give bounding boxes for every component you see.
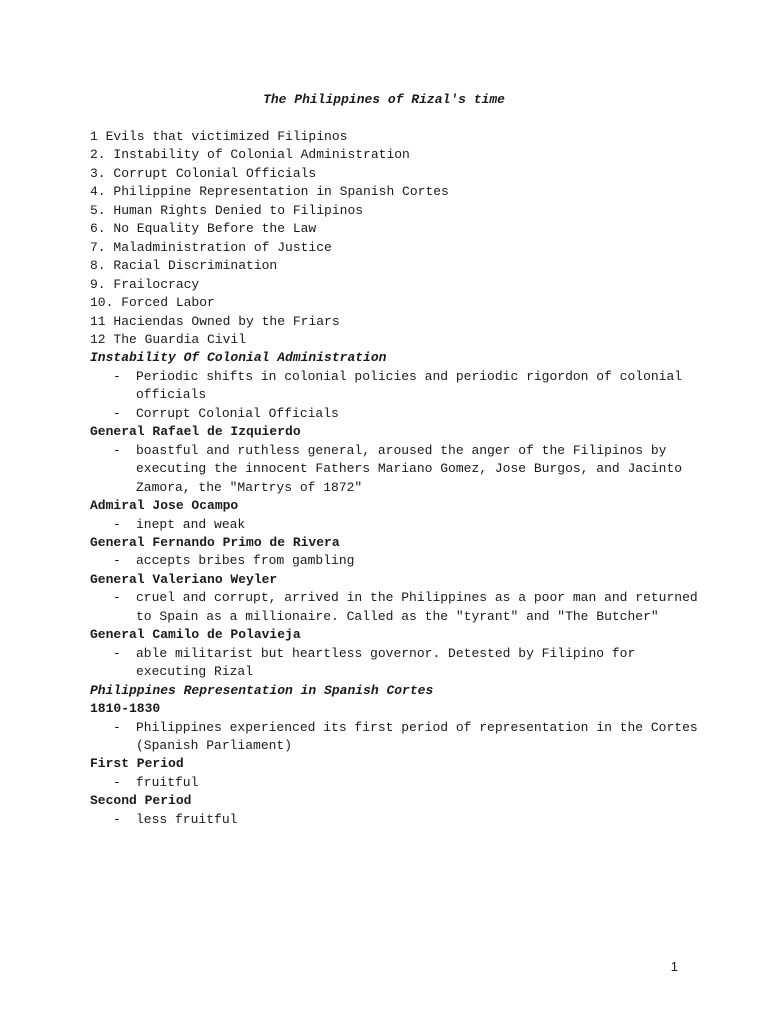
bullet-dash: - bbox=[113, 645, 121, 661]
list-item: 7. Maladministration of Justice bbox=[90, 239, 332, 255]
section-heading: Philippines Representation in Spanish Cortes bbox=[90, 682, 434, 698]
list-item: 12 The Guardia Civil bbox=[90, 331, 247, 347]
bullet-dash: - bbox=[113, 516, 121, 532]
bullet-text: Philippines experienced its first period of representation in the Cortes (Spanish Parliament) bbox=[136, 719, 698, 753]
document-title: The Philippines of Rizal's time bbox=[263, 92, 505, 107]
bullet-text: boastful and ruthless general, aroused the anger of the Filipinos by executing the innocent Fathers Mariano Gomez, Jose Burgos, and Jacinto Zamora, the "Martrys of 1872" bbox=[136, 442, 683, 495]
list-item: 2. Instability of Colonial Administration bbox=[90, 147, 410, 163]
list-item: 10. Forced Labor bbox=[90, 295, 215, 311]
list-item: 8. Racial Discrimination bbox=[90, 258, 278, 274]
section-heading: General Rafael de Izquierdo bbox=[90, 424, 301, 440]
bullet-item bbox=[90, 442, 710, 497]
bullet-list bbox=[90, 645, 710, 682]
bullet-text: Periodic shifts in colonial policies and periodic rigordon of colonial officials bbox=[136, 368, 683, 403]
list-item: 6. No Equality Before the Law bbox=[90, 221, 317, 237]
bullet-text: less fruitful bbox=[136, 811, 238, 827]
list-item: 4. Philippine Representation in Spanish Cortes bbox=[90, 184, 449, 200]
bullet-list bbox=[90, 774, 710, 792]
bullet-dash: - bbox=[113, 405, 121, 421]
list-item: 11 Haciendas Owned by the Friars bbox=[90, 313, 340, 329]
bullet-dash: - bbox=[113, 442, 121, 458]
list-item: 3. Corrupt Colonial Officials bbox=[90, 165, 317, 181]
bullet-list bbox=[90, 589, 710, 626]
bullet-list bbox=[90, 368, 710, 423]
bullet-dash: - bbox=[113, 590, 121, 606]
bullet-dash: - bbox=[113, 368, 121, 384]
section-heading: General Valeriano Weyler bbox=[90, 571, 278, 587]
bullet-text: Corrupt Colonial Officials bbox=[136, 405, 339, 421]
bullet-item bbox=[90, 719, 710, 756]
bullet-item bbox=[90, 405, 710, 423]
list-item: 1 Evils that victimized Filipinos bbox=[90, 129, 348, 144]
bullet-text: fruitful bbox=[136, 774, 199, 790]
bullet-item bbox=[90, 552, 710, 570]
bullet-text: accepts bribes from gambling bbox=[136, 553, 355, 569]
section-heading: 1810-1830 bbox=[90, 701, 161, 717]
bullet-item bbox=[90, 811, 710, 829]
sections-container bbox=[90, 349, 710, 829]
bullet-text: inept and weak bbox=[136, 516, 246, 532]
page-number: 1 bbox=[670, 959, 678, 974]
list-item: 9. Frailocracy bbox=[90, 276, 200, 292]
bullet-list bbox=[90, 719, 710, 756]
bullet-list bbox=[90, 552, 710, 570]
section-heading: Admiral Jose Ocampo bbox=[90, 498, 239, 514]
bullet-item bbox=[90, 368, 710, 405]
bullet-list bbox=[90, 442, 710, 497]
bullet-text: able militarist but heartless governor. Detested by Filipino for executing Rizal bbox=[136, 645, 636, 680]
bullet-item bbox=[90, 516, 710, 534]
section-heading: First Period bbox=[90, 756, 184, 772]
bullet-item bbox=[90, 589, 710, 626]
list-item: 5. Human Rights Denied to Filipinos bbox=[90, 202, 364, 218]
bullet-list bbox=[90, 811, 710, 829]
bullet-dash: - bbox=[113, 553, 121, 569]
section-heading: Instability Of Colonial Administration bbox=[90, 350, 387, 366]
section-heading: Second Period bbox=[90, 793, 192, 809]
bullet-item bbox=[90, 774, 710, 792]
document-body bbox=[90, 128, 710, 829]
bullet-dash: - bbox=[113, 811, 121, 827]
bullet-item bbox=[90, 645, 710, 682]
section-heading: General Fernando Primo de Rivera bbox=[90, 534, 340, 550]
section-heading: General Camilo de Polavieja bbox=[90, 627, 301, 643]
bullet-dash: - bbox=[113, 719, 121, 735]
bullet-list bbox=[90, 516, 710, 534]
bullet-dash: - bbox=[113, 774, 121, 790]
bullet-text: cruel and corrupt, arrived in the Philippines as a poor man and returned to Spain as a millionaire. Called as the "tyrant" and "The Butcher" bbox=[136, 590, 698, 624]
numbered-list bbox=[90, 128, 710, 349]
